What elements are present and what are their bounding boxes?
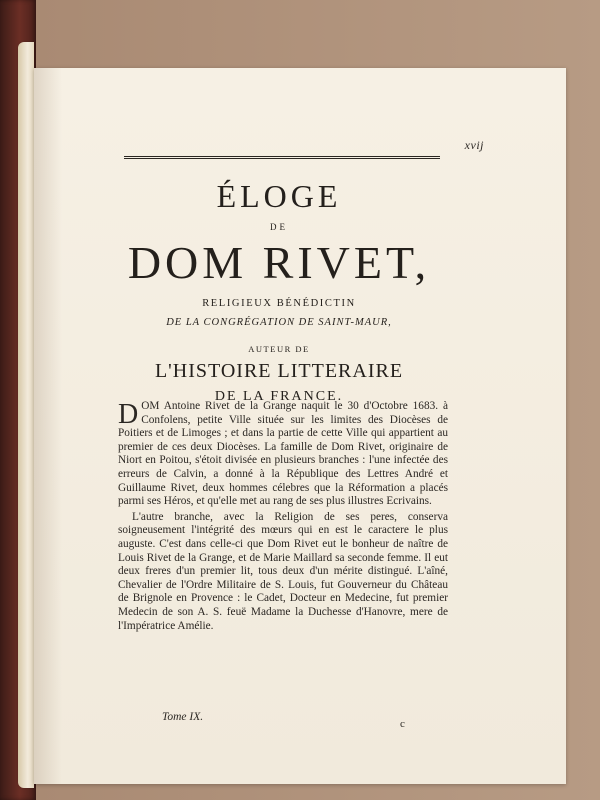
title-france: DE LA FRANCE. xyxy=(214,389,344,404)
page-number: xvij xyxy=(464,138,484,152)
title-eloge: ÉLOGE xyxy=(216,178,342,214)
signature-mark: c xyxy=(400,718,405,730)
main-text xyxy=(118,400,448,633)
title-religious: RELIGIEUX BÉNÉDICTIN xyxy=(202,298,356,309)
title-histoire: L'HISTOIRE LITTERAIRE xyxy=(154,360,404,382)
paragraph-1 xyxy=(118,400,448,509)
title-auteur: AUTEUR DE xyxy=(248,344,310,354)
decorative-rule xyxy=(124,156,440,159)
paragraph-1-text: OM Antoine Rivet de la Grange naquit le 30 d'Octobre 1683. à Confolens, petite Ville située sur les limites des Diocèses de Poitiers et de Limoges ; et dans la partie de cette Ville qui appartient au premier de ces deux Diocèses. La famille de Dom Rivet, originaire de Niort en Poitou, s'étoit divisée en plusieurs branches : l'une infectée des erreurs de Calvin, a donné à la République des Lettres André et Guillaume Rivet, deux hommes célebres que la Réformation a placés parmi ses Héros, et qu'elle met au rang de ses plus illustres Ecrivains. xyxy=(118,400,448,508)
book-page xyxy=(34,68,566,784)
title-block xyxy=(114,178,444,405)
title-name: DOM RIVET, xyxy=(127,237,431,288)
title-congregation: DE LA CONGRÉGATION DE SAINT-MAUR, xyxy=(166,317,392,328)
paragraph-2-text: L'autre branche, avec la Religion de ses peres, conserva soigneusement l'intégrité des mœurs qui en est le caractere le plus auguste. C'est dans celle-ci que Dom Rivet eut le bonheur de naître de Louis Rivet de la Grange, et de Marie Maillard sa seconde femme. Il eut deux freres d'un premier lit, tous deux d'un mérite distingué. L'aîné, Chevalier de l'Ordre Militaire de S. Louis, fut Gouverneur du Château de Brignole en Provence : le Cadet, Docteur en Medecine, fut premier Medecin de son A. S. feuë Madame la Duchesse d'Hanovre, mere de l'Impératrice Amélie. xyxy=(118,510,448,632)
page-edge xyxy=(18,42,34,788)
volume-label: Tome IX. xyxy=(162,711,204,723)
drop-cap: D xyxy=(118,399,139,430)
paragraph-2 xyxy=(118,511,448,633)
title-de: DE xyxy=(270,222,288,232)
